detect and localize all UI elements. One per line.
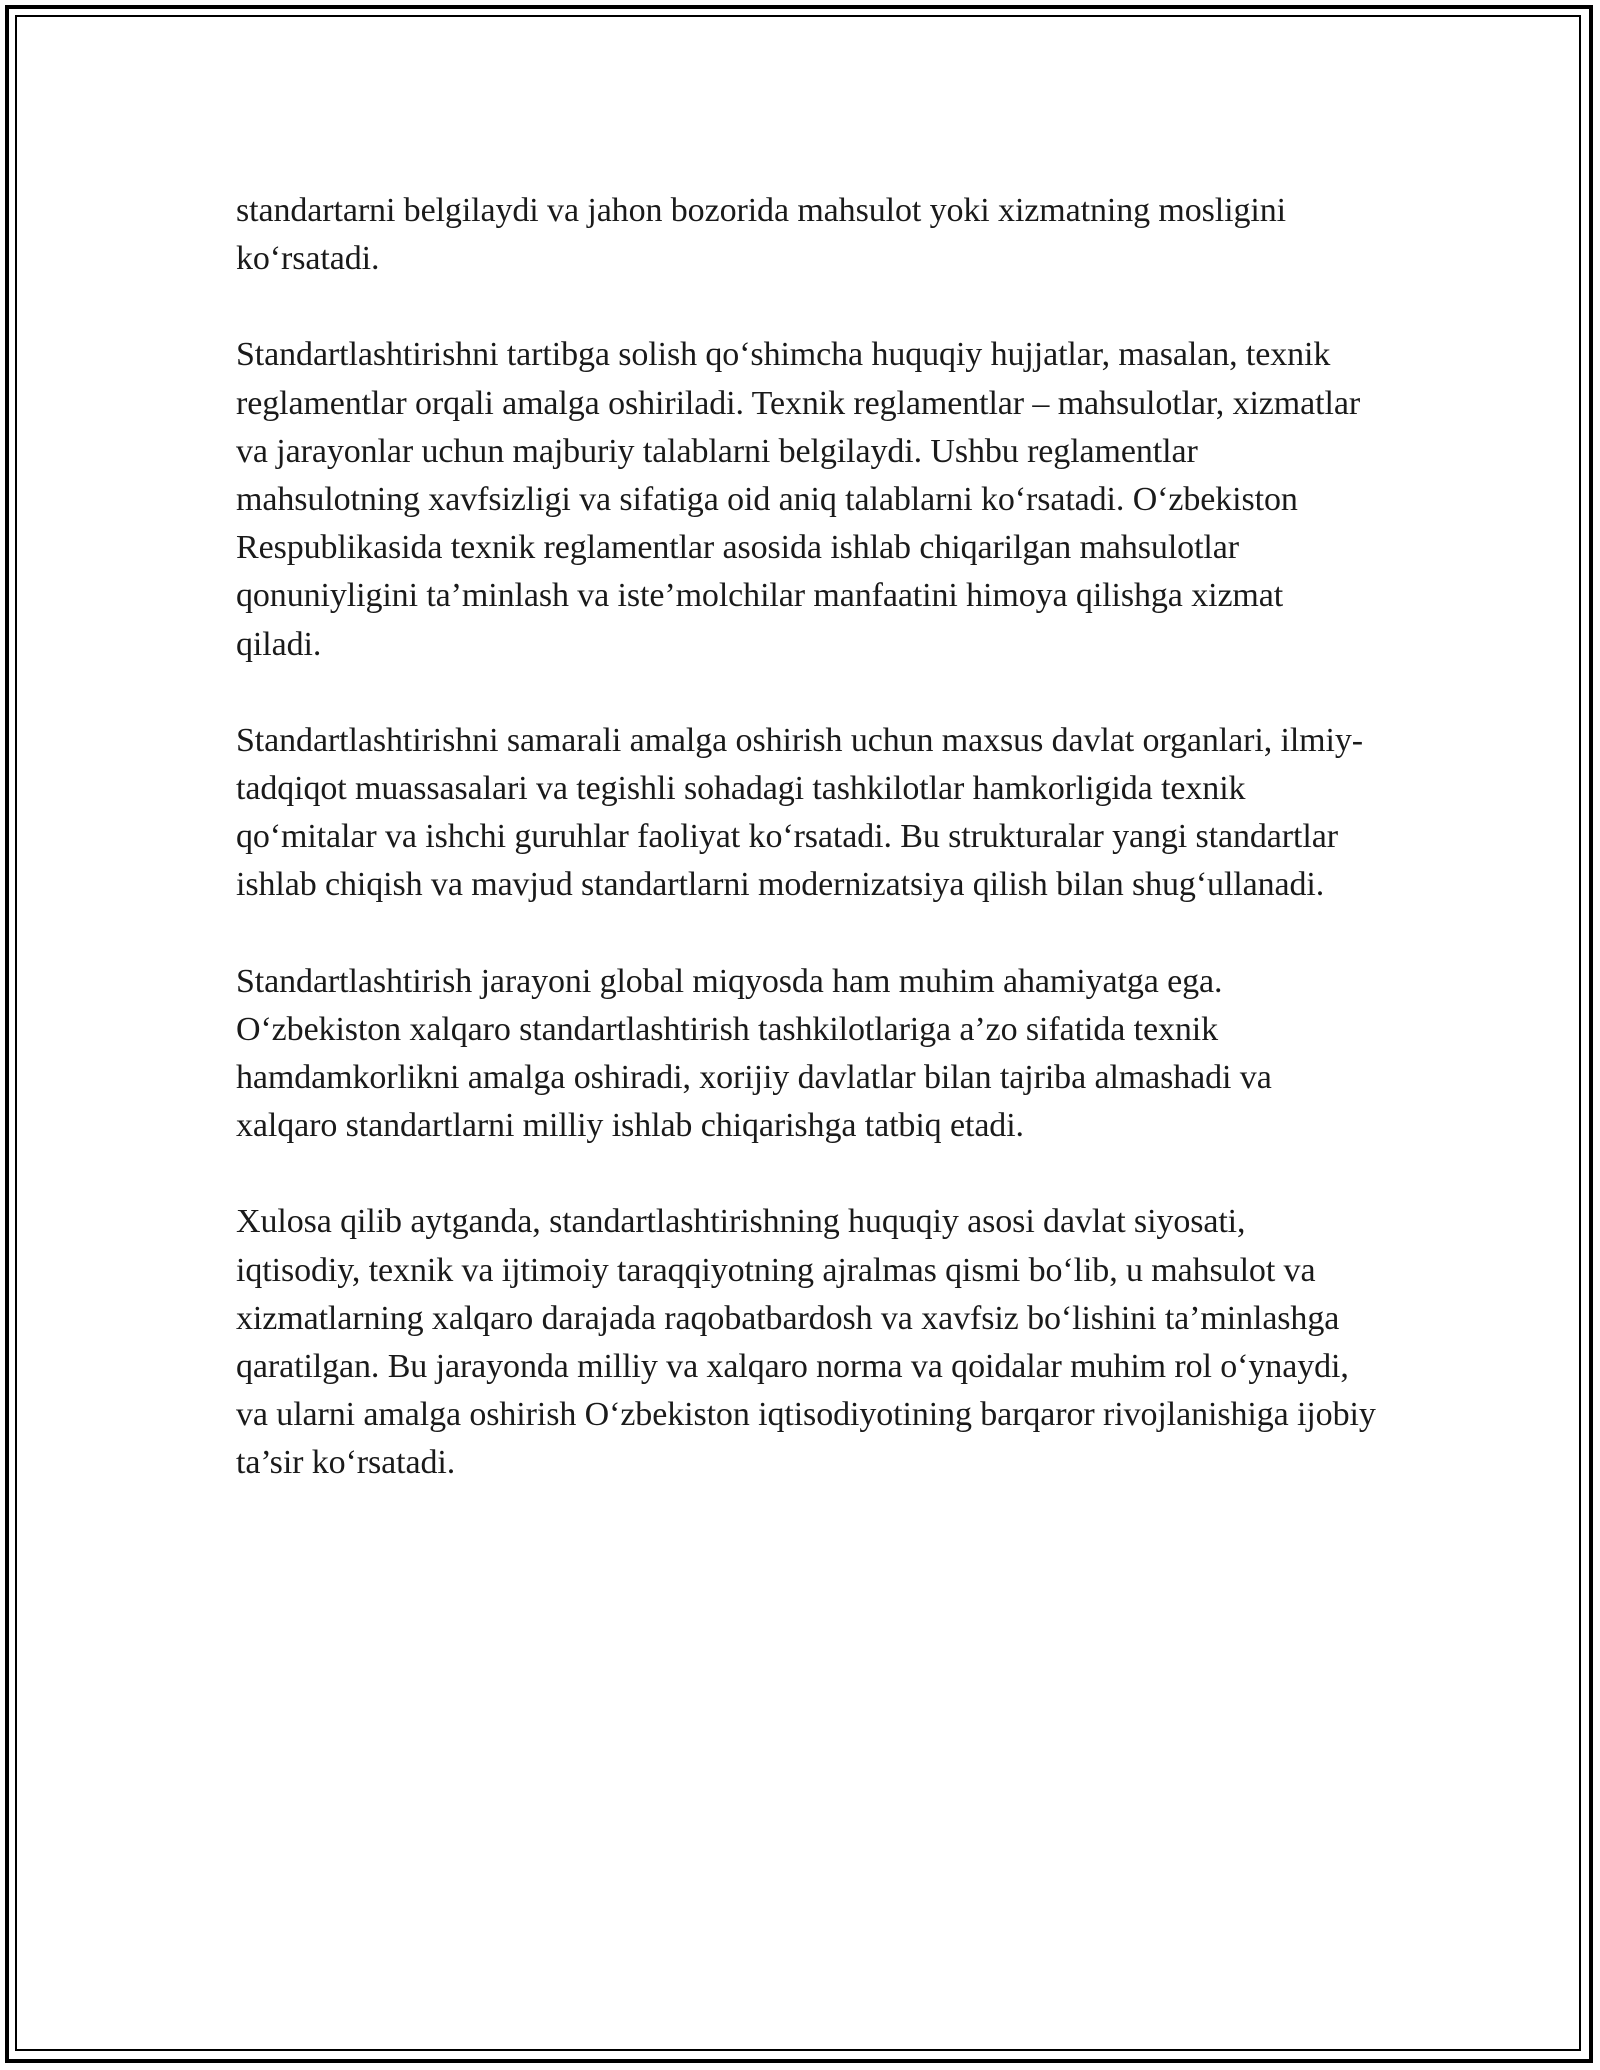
paragraph-technical-regulations: Standartlashtirishni tartibga solish qo‘shimcha huquqiy hujjatlar, masalan, texnik reglamentlar orqali amalga oshiriladi. Texnik reglamentlar – mahsulotlar, xizmatlar va jarayonlar uchun majburiy talablarni belgilaydi. Ushbu reglamentlar mahsulotning xavfsizligi va sifatiga oid aniq talablarni ko‘rsatadi. O‘zbekiston Respublikasida texnik reglamentlar asosida ishlab chiqarilgan mahsulotlar qonuniyligini ta’minlash va iste’molchilar manfaatini himoya qilishga xizmat qiladi. bbox=[236, 336, 1361, 663]
paragraph-conclusion: Xulosa qilib aytganda, standartlashtirishning huquqiy asosi davlat siyosati, iqtisodiy, texnik va ijtimoiy taraqqiyotning ajralmas qismi bo‘lib, u mahsulot va xizmatlarning xalqaro darajada raqobatbardosh va xavfsiz bo‘lishini ta’minlashga qaratilgan. Bu jarayonda milliy va xalqaro norma va qoidalar muhim rol o‘ynaydi, va ularni amalga oshirish O‘zbekiston iqtisodiyotining barqaror rivojlanishiga ijobiy ta’sir ko‘rsatadi. bbox=[236, 1203, 1376, 1482]
paragraph-continuation: standartarni belgilaydi va jahon bozorida mahsulot yoki xizmatning mosligini ko‘rsatadi. bbox=[236, 192, 1286, 278]
paragraph-global-significance: Standartlashtirish jarayoni global miqyosda ham muhim ahamiyatga ega. O‘zbekiston xalqaro standartlashtirish tashkilotlariga a’zo sifatida texnik hamdamkorlikni amalga oshiradi, xorijiy davlatlar bilan tajriba almashadi va xalqaro standartlarni milliy ishlab chiqarishga tatbiq etadi. bbox=[236, 962, 1272, 1145]
paragraph-technical-committees: Standartlashtirishni samarali amalga oshirish uchun maxsus davlat organlari, ilmiy-tadqiqot muassasalari va tegishli sohadagi tashkilotlar hamkorligida texnik qo‘mitalar va ishchi guruhlar faoliyat ko‘rsatadi. Bu strukturalar yangi standartlar ishlab chiqish va mavjud standartlarni modernizatsiya qilish bilan shug‘ullanadi. bbox=[236, 721, 1363, 904]
document-body bbox=[236, 187, 1376, 1536]
